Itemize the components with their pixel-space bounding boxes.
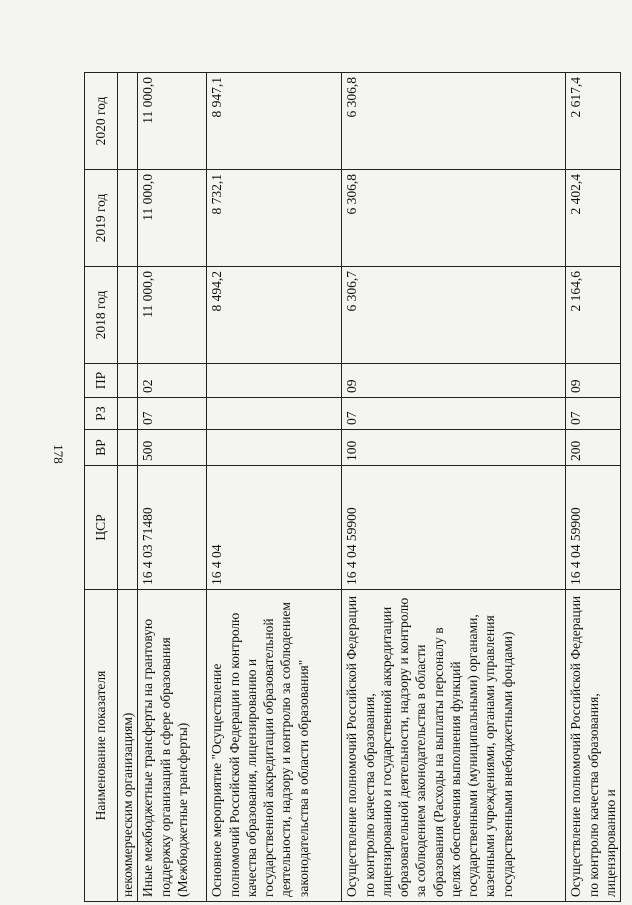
- row-name: Иные межбюджетные трансферты на грантовую поддержку организаций в сфере образования (Межбюджетные трансферты): [138, 590, 207, 902]
- row-2019: [118, 170, 138, 267]
- table-row: [118, 73, 138, 902]
- row-2020: 8 947,1: [207, 73, 342, 170]
- row-2020: 6 306,8: [342, 73, 566, 170]
- row-csr: 16 4 04: [207, 466, 342, 590]
- row-vr: 100: [342, 430, 566, 466]
- row-2018: [118, 267, 138, 364]
- row-rz: [207, 398, 342, 430]
- header-name: Наименование показателя: [85, 590, 118, 902]
- row-pr: 09: [342, 364, 566, 398]
- row-2020: 2 617,4: [566, 73, 621, 170]
- row-2018: 6 306,7: [342, 267, 566, 364]
- row-vr: 200: [566, 430, 621, 466]
- row-2020: [118, 73, 138, 170]
- row-csr: 16 4 04 59900: [566, 466, 621, 590]
- budget-table-sheet: [84, 72, 632, 902]
- row-rz: [118, 398, 138, 430]
- row-csr: 16 4 03 71480: [138, 466, 207, 590]
- row-name: Основное мероприятие "Осуществление полномочий Российской Федерации по контролю качества образования, лицензированию и государственной аккредитации образовательной деятельности, надзору и контролю за соблюдением законодательства в области образования": [207, 590, 342, 902]
- row-2019: 8 732,1: [207, 170, 342, 267]
- row-2018: 11 000,0: [138, 267, 207, 364]
- row-csr: 16 4 04 59900: [342, 466, 566, 590]
- row-name: некоммерческим организациям): [118, 590, 138, 902]
- row-vr: 500: [138, 430, 207, 466]
- table-header-row: [85, 73, 118, 902]
- header-2019: 2019 год: [85, 170, 118, 267]
- row-pr: 09: [566, 364, 621, 398]
- row-vr: [118, 430, 138, 466]
- row-pr: [118, 364, 138, 398]
- row-rz: 07: [342, 398, 566, 430]
- row-pr: [207, 364, 342, 398]
- row-rz: 07: [138, 398, 207, 430]
- row-name: Осуществление полномочий Российской Федерации по контролю качества образования, лицензированию и государственной аккредитации образовательной деятельности, надзору и контролю за соблюдением законодательства в области образования (Расходы на выплаты персоналу в целях обеспечения выполнения функций государственными (муниципальными) органами, казенными учреждениями, органами управления государственными внебюджетными фондами): [342, 590, 566, 902]
- row-pr: 02: [138, 364, 207, 398]
- row-rz: 07: [566, 398, 621, 430]
- table-row: [342, 73, 566, 902]
- row-2018: 2 164,6: [566, 267, 621, 364]
- budget-table: [84, 72, 621, 902]
- header-2020: 2020 год: [85, 73, 118, 170]
- table-row: [566, 73, 621, 902]
- row-2018: 8 494,2: [207, 267, 342, 364]
- header-2018: 2018 год: [85, 267, 118, 364]
- row-vr: [207, 430, 342, 466]
- header-rz: РЗ: [85, 398, 118, 430]
- row-2019: 2 402,4: [566, 170, 621, 267]
- row-2020: 11 000,0: [138, 73, 207, 170]
- header-pr: ПР: [85, 364, 118, 398]
- row-2019: 6 306,8: [342, 170, 566, 267]
- header-csr: ЦСР: [85, 466, 118, 590]
- page-number: 178: [50, 444, 66, 464]
- row-name: Осуществление полномочий Российской Федерации по контролю качества образования, лицензированию и: [566, 590, 621, 902]
- table-row: [138, 73, 207, 902]
- rotated-table-area: [84, 72, 632, 902]
- table-row: [207, 73, 342, 902]
- row-2019: 11 000,0: [138, 170, 207, 267]
- header-vr: ВР: [85, 430, 118, 466]
- row-csr: [118, 466, 138, 590]
